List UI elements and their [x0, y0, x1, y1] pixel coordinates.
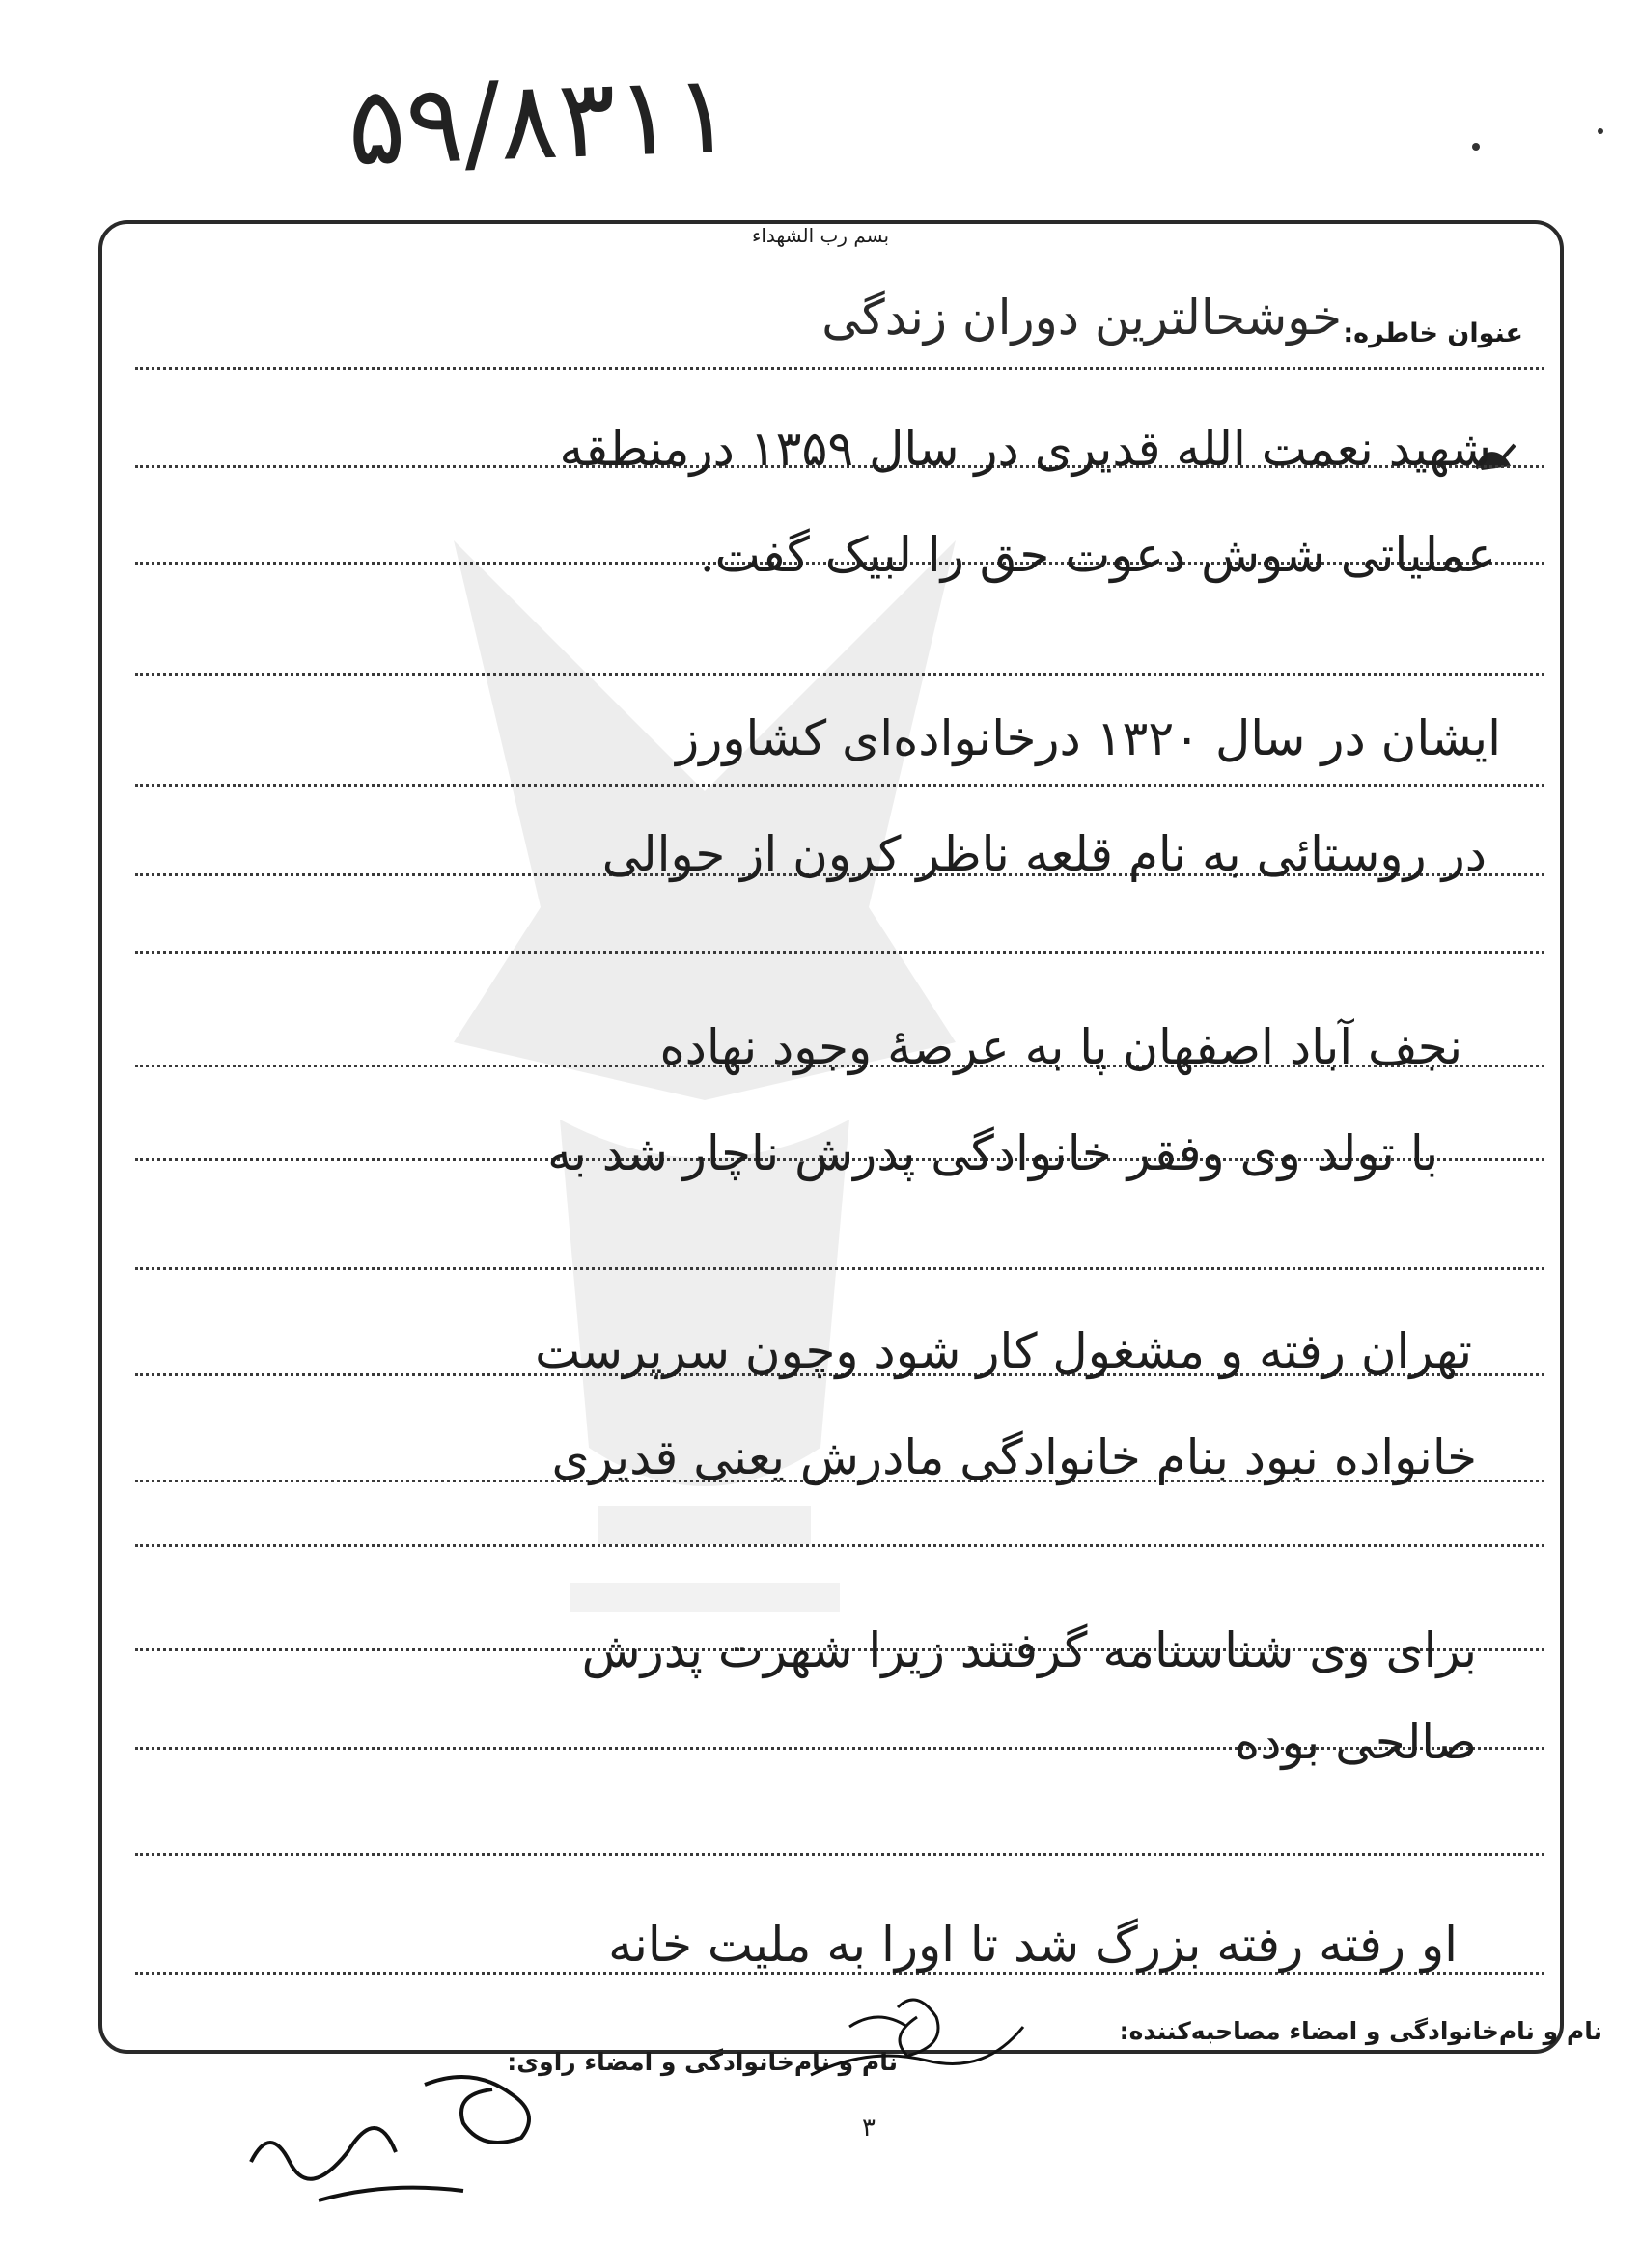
handwritten-line: برای وی شناسنامه گرفتند زیرا شهرت پدرش [581, 1622, 1477, 1678]
stray-dot [1598, 128, 1603, 134]
narrator-signature-label: نام و نام‌خانوادگی و امضاء راوی: [507, 2048, 898, 2076]
dotted-line [135, 784, 1544, 787]
handwritten-line: خانواده نبود بنام خانوادگی مادرش یعنی قدیری [551, 1429, 1477, 1485]
memory-title-value: خوشحالترین دوران زندگی [821, 290, 1342, 346]
dotted-line [135, 951, 1544, 954]
handwritten-line: تهران رفته و مشغول کار شود وچون سرپرست [535, 1323, 1472, 1379]
form-header: بسم رب الشهداء [751, 224, 890, 247]
handwritten-line: ایشان در سال ۱۳۲۰ درخانواده‌ای کشاورز [676, 710, 1501, 766]
memory-title-label: عنوان خاطره: [1343, 318, 1523, 348]
dotted-line [135, 1853, 1544, 1856]
interviewer-signature [792, 1969, 1043, 2104]
dotted-line [135, 1267, 1544, 1270]
handwritten-line: عملیاتی شوش دعوت حق را لبیک گفت. [699, 527, 1496, 583]
dotted-line [135, 673, 1544, 676]
handwritten-line: با تولد وی وفقر خانوادگی پدرش ناچار شد به [547, 1125, 1438, 1181]
dotted-line [135, 367, 1544, 370]
handwritten-line: نجف آباد اصفهان پا به عرصهٔ وجود نهاده [659, 1019, 1462, 1075]
handwritten-line: شهید نعمت الله قدیری در سال ۱۳۵۹ درمنطقه [559, 421, 1491, 477]
narrator-signature [232, 2046, 598, 2210]
document-number: ۵۹/۸۳۱۱ [345, 51, 735, 191]
handwritten-line: در روستائی به نام قلعه ناظر کرون از حوالی [601, 826, 1487, 882]
dotted-line [135, 1544, 1544, 1547]
handwritten-line: او رفته رفته بزرگ شد تا اورا به ملیت خانه [608, 1917, 1458, 1973]
stray-dot [1472, 143, 1480, 151]
page-number: ۳ [862, 2114, 876, 2143]
handwritten-line: صالحی بوده [1235, 1714, 1477, 1770]
interviewer-signature-label: نام و نام‌خانوادگی و امضاء مصاحبه‌کننده: [1119, 2017, 1602, 2045]
